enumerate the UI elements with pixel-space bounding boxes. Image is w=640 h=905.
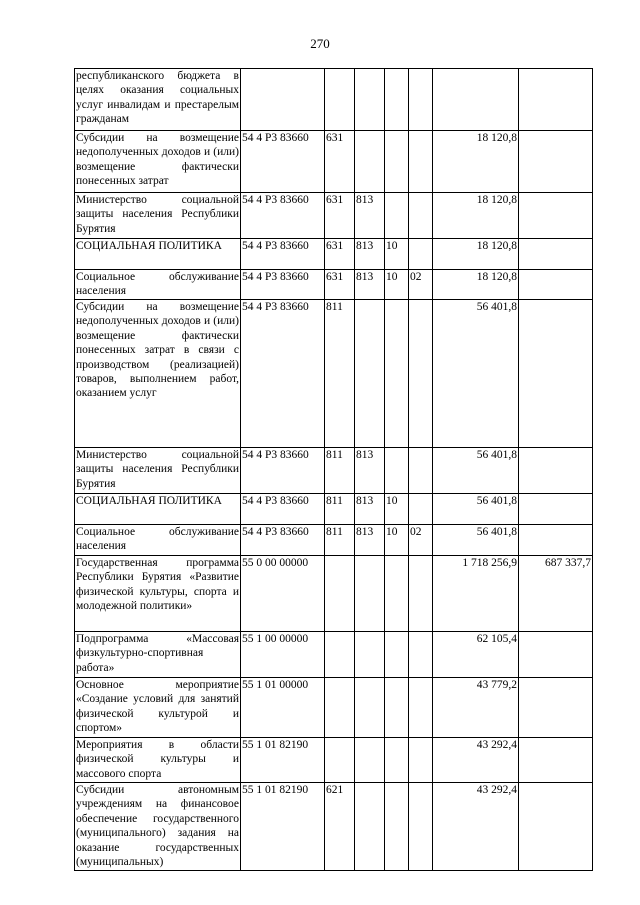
cell-name: Подпрограмма «Массовая физкультурно-спортивная работа» — [75, 632, 241, 678]
cell-expense-type: 631 — [325, 270, 355, 300]
cell-grbs: 813 — [355, 239, 385, 270]
cell-section — [385, 632, 409, 678]
cell-expense-type: 621 — [325, 783, 355, 871]
table-row — [75, 738, 593, 783]
cell-target-code: 54 4 P3 83660 — [241, 270, 325, 300]
cell-section: 10 — [385, 525, 409, 556]
cell-amount-extra — [519, 131, 593, 193]
table-row — [75, 556, 593, 632]
cell-subsection — [409, 448, 433, 494]
cell-amount — [433, 69, 519, 131]
cell-subsection — [409, 300, 433, 448]
cell-subsection — [409, 738, 433, 783]
cell-target-code: 54 4 P3 83660 — [241, 193, 325, 239]
cell-amount-extra — [519, 525, 593, 556]
cell-amount: 18 120,8 — [433, 131, 519, 193]
table-row — [75, 193, 593, 239]
cell-section — [385, 193, 409, 239]
cell-expense-type — [325, 738, 355, 783]
cell-expense-type — [325, 632, 355, 678]
cell-name: Министерство социальной защиты населения Республики Бурятия — [75, 193, 241, 239]
cell-target-code: 54 4 P3 83660 — [241, 525, 325, 556]
table-row — [75, 678, 593, 738]
cell-subsection — [409, 556, 433, 632]
cell-amount: 43 292,4 — [433, 783, 519, 871]
cell-subsection — [409, 193, 433, 239]
cell-expense-type: 811 — [325, 300, 355, 448]
cell-expense-type — [325, 69, 355, 131]
cell-grbs — [355, 131, 385, 193]
cell-amount-extra — [519, 300, 593, 448]
cell-target-code — [241, 69, 325, 131]
cell-amount: 43 292,4 — [433, 738, 519, 783]
table-row — [75, 300, 593, 448]
cell-section — [385, 448, 409, 494]
cell-target-code: 54 4 P3 83660 — [241, 239, 325, 270]
table-row — [75, 525, 593, 556]
cell-target-code: 54 4 P3 83660 — [241, 131, 325, 193]
cell-expense-type: 811 — [325, 448, 355, 494]
table-row — [75, 783, 593, 871]
cell-section — [385, 69, 409, 131]
cell-name: Субсидии автономным учреждениям на финансовое обеспечение государственного (муниципального) задания на оказание государственных (муниципальных) — [75, 783, 241, 871]
table-body — [75, 69, 593, 871]
cell-grbs — [355, 632, 385, 678]
cell-section — [385, 131, 409, 193]
cell-amount: 18 120,8 — [433, 239, 519, 270]
cell-name: Социальное обслуживание населения — [75, 525, 241, 556]
cell-target-code: 55 1 00 00000 — [241, 632, 325, 678]
cell-amount: 56 401,8 — [433, 300, 519, 448]
cell-section: 10 — [385, 494, 409, 525]
cell-name: Государственная программа Республики Бурятия «Развитие физической культуры, спорта и молодежной политики» — [75, 556, 241, 632]
cell-amount: 18 120,8 — [433, 270, 519, 300]
cell-name: Министерство социальной защиты населения Республики Бурятия — [75, 448, 241, 494]
table-row — [75, 69, 593, 131]
cell-name: Социальное обслуживание населения — [75, 270, 241, 300]
cell-grbs — [355, 678, 385, 738]
table-row — [75, 448, 593, 494]
budget-table — [74, 68, 593, 871]
cell-amount-extra — [519, 69, 593, 131]
table-row — [75, 632, 593, 678]
cell-section — [385, 783, 409, 871]
cell-target-code: 55 0 00 00000 — [241, 556, 325, 632]
cell-grbs — [355, 738, 385, 783]
cell-grbs — [355, 300, 385, 448]
cell-grbs — [355, 69, 385, 131]
cell-target-code: 55 1 01 82190 — [241, 738, 325, 783]
cell-section — [385, 738, 409, 783]
cell-target-code: 54 4 P3 83660 — [241, 300, 325, 448]
cell-amount: 43 779,2 — [433, 678, 519, 738]
cell-grbs: 813 — [355, 525, 385, 556]
cell-amount-extra — [519, 738, 593, 783]
cell-section — [385, 678, 409, 738]
cell-target-code: 54 4 P3 83660 — [241, 448, 325, 494]
cell-amount-extra — [519, 270, 593, 300]
cell-amount: 18 120,8 — [433, 193, 519, 239]
cell-grbs: 813 — [355, 270, 385, 300]
cell-name: Основное мероприятие «Создание условий для занятий физической культурой и спортом» — [75, 678, 241, 738]
cell-subsection — [409, 632, 433, 678]
cell-target-code: 54 4 P3 83660 — [241, 494, 325, 525]
cell-amount-extra — [519, 783, 593, 871]
cell-expense-type: 631 — [325, 131, 355, 193]
cell-subsection — [409, 69, 433, 131]
cell-amount: 56 401,8 — [433, 494, 519, 525]
cell-grbs — [355, 556, 385, 632]
cell-subsection — [409, 494, 433, 525]
cell-expense-type: 811 — [325, 494, 355, 525]
cell-amount: 1 718 256,9 — [433, 556, 519, 632]
table-row — [75, 131, 593, 193]
cell-name: СОЦИАЛЬНАЯ ПОЛИТИКА — [75, 239, 241, 270]
cell-expense-type: 631 — [325, 193, 355, 239]
cell-name: Мероприятия в области физической культуры и массового спорта — [75, 738, 241, 783]
table-row — [75, 239, 593, 270]
cell-subsection — [409, 783, 433, 871]
cell-target-code: 55 1 01 00000 — [241, 678, 325, 738]
cell-amount-extra — [519, 448, 593, 494]
cell-name: республиканского бюджета в целях оказания социальных услуг инвалидам и престарелым гражданам — [75, 69, 241, 131]
cell-grbs: 813 — [355, 448, 385, 494]
cell-expense-type — [325, 678, 355, 738]
cell-amount: 62 105,4 — [433, 632, 519, 678]
cell-amount-extra — [519, 193, 593, 239]
cell-amount-extra — [519, 494, 593, 525]
cell-section — [385, 300, 409, 448]
cell-target-code: 55 1 01 82190 — [241, 783, 325, 871]
cell-expense-type — [325, 556, 355, 632]
cell-subsection — [409, 131, 433, 193]
cell-name: Субсидии на возмещение недополученных доходов и (или) возмещение фактически понесенных затрат в связи с производством (реализацией) товаров, выполнением работ, оказанием услуг — [75, 300, 241, 448]
cell-section — [385, 556, 409, 632]
cell-grbs: 813 — [355, 193, 385, 239]
cell-section: 10 — [385, 270, 409, 300]
cell-expense-type: 631 — [325, 239, 355, 270]
cell-amount-extra — [519, 678, 593, 738]
table-row — [75, 270, 593, 300]
cell-subsection: 02 — [409, 525, 433, 556]
cell-grbs — [355, 783, 385, 871]
cell-section: 10 — [385, 239, 409, 270]
cell-name: СОЦИАЛЬНАЯ ПОЛИТИКА — [75, 494, 241, 525]
cell-subsection — [409, 678, 433, 738]
cell-name: Субсидии на возмещение недополученных доходов и (или) возмещение фактически понесенных затрат — [75, 131, 241, 193]
cell-subsection: 02 — [409, 270, 433, 300]
page-number: 270 — [310, 36, 330, 51]
cell-subsection — [409, 239, 433, 270]
cell-grbs: 813 — [355, 494, 385, 525]
table-row — [75, 494, 593, 525]
cell-amount-extra: 687 337,7 — [519, 556, 593, 632]
cell-amount-extra — [519, 632, 593, 678]
cell-amount-extra — [519, 239, 593, 270]
cell-amount: 56 401,8 — [433, 448, 519, 494]
cell-amount: 56 401,8 — [433, 525, 519, 556]
cell-expense-type: 811 — [325, 525, 355, 556]
